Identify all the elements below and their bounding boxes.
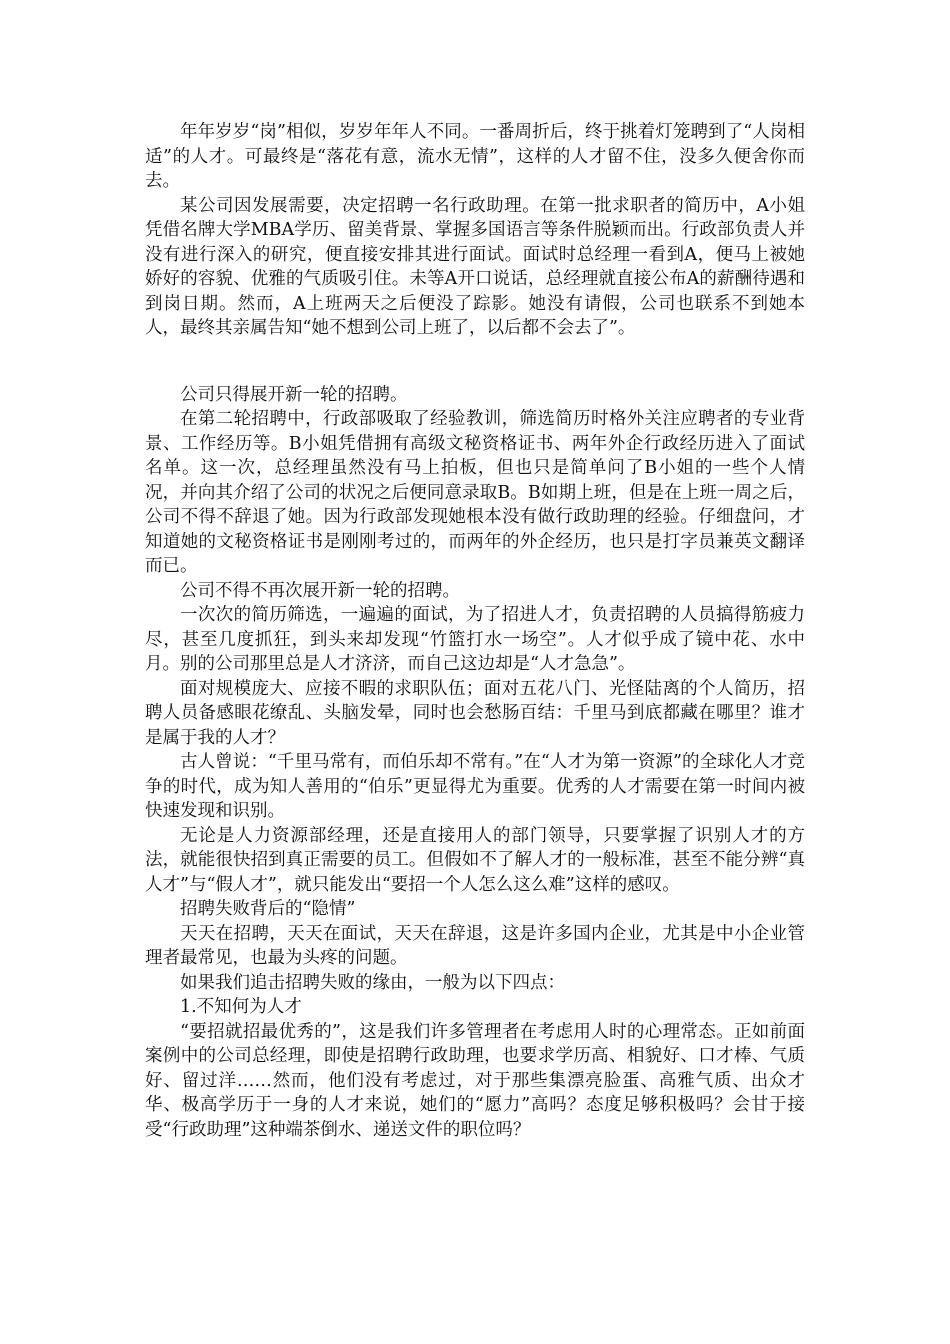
paragraph-screening: 一次次的简历筛选，一遍遍的面试，为了招进人才，负责招聘的人员搞得筋疲力尽，甚至几度抓狂，到头来却发现“竹篮打水一场空”。人才似乎成了镜中花、水中月。别的公司那里总是人才济济，而自己这边却是“人才急急”。 <box>145 605 805 674</box>
paragraph-new-round: 公司只得展开新一轮的招聘。 <box>180 384 408 405</box>
section-heading: 招聘失败背后的“隐情” <box>180 899 356 919</box>
paragraph-best: “要招就招最优秀的”，这是我们许多管理者在考虑用人时的心理常态。正如前面案例中的公司总经理，即使是招聘行政助理，也要求学历高、相貌好、口才棒、气质好、留过洋……然而，他们没有考虑过，对于那些集漂亮脸蛋、高雅气质、出众才华、极高学历于一身的人才来说，她们的“愿力”高吗？态度足够积极吗？会甘于接受“行政助理”这种端茶倒水、递送文件的职位吗？ <box>145 1021 805 1140</box>
paragraph-bole: 古人曾说：“千里马常有，而伯乐却不常有。”在“人才为第一资源”的全球化人才竞争的时代，成为知人善用的“伯乐”更显得尤为重要。优秀的人才需要在第一时间内被快速发现和识别。 <box>145 752 805 821</box>
paragraph-intro: 年年岁岁“岗”相似，岁岁年年人不同。一番周折后，终于挑着灯笼聘到了“人岗相适”的人才。可最终是“落花有意，流水无情”，这样的人才留不住，没多久便舍你而去。 <box>145 122 805 191</box>
paragraph-case-b: 在第二轮招聘中，行政部吸取了经验教训，筛选简历时格外关注应聘者的专业背景、工作经历等。B小姐凭借拥有高级文秘资格证书、两年外企行政经历进入了面试名单。这一次，总经理虽然没有马上拍板，但也只是简单问了B小姐的一些个人情况，并向其介绍了公司的状况之后便同意录取B。B如期上班，但是在上班一周之后，公司不得不辞退了她。因为行政部发现她根本没有做行政助理的经验。仔细盘问，才知道她的文秘资格证书是刚刚考过的，而两年的外企经历，也只是打字员兼英文翻译而已。 <box>145 409 805 576</box>
paragraph-again: 公司不得不再次展开新一轮的招聘。 <box>180 580 460 601</box>
document-body <box>145 120 805 1142</box>
paragraph-daily: 天天在招聘，天天在面试，天天在辞退，这是许多国内企业，尤其是中小企业管理者最常见，也最为头疼的问题。 <box>145 923 805 968</box>
paragraph-applicants: 面对规模庞大、应接不暇的求职队伍；面对五花八门、光怪陆离的个人简历，招聘人员备感眼花缭乱、头脑发晕，同时也会愁肠百结：千里马到底都藏在哪里？谁才是属于我的人才？ <box>145 678 805 748</box>
paragraph-spacer <box>145 341 805 383</box>
paragraph-reasons: 如果我们追击招聘失败的缘由，一般为以下四点： <box>180 972 565 993</box>
list-item-heading: 1.不知何为人才 <box>180 997 302 1017</box>
paragraph-case-a: 某公司因发展需要，决定招聘一名行政助理。在第一批求职者的简历中，A小姐凭借名牌大学MBA学历、留美背景、掌握多国语言等条件脱颖而出。行政部负责人并没有进行深入的研究，便直接安排其进行面试。面试时总经理一看到A，便马上被她娇好的容貌、优雅的气质吸引住。未等A开口说话，总经理就直接公布A的薪酬待遇和到岗日期。然而，A上班两天之后便没了踪影。她没有请假，公司也联系不到她本人，最终其亲属告知“她不想到公司上班了，以后都不会去了”。 <box>145 195 805 338</box>
paragraph-method: 无论是人力资源部经理，还是直接用人的部门领导，只要掌握了识别人才的方法，就能很快招到真正需要的员工。但假如不了解人才的一般标准，甚至不能分辨“真人才”与“假人才”，就只能发出“要招一个人怎么这么难”这样的感叹。 <box>145 825 805 895</box>
